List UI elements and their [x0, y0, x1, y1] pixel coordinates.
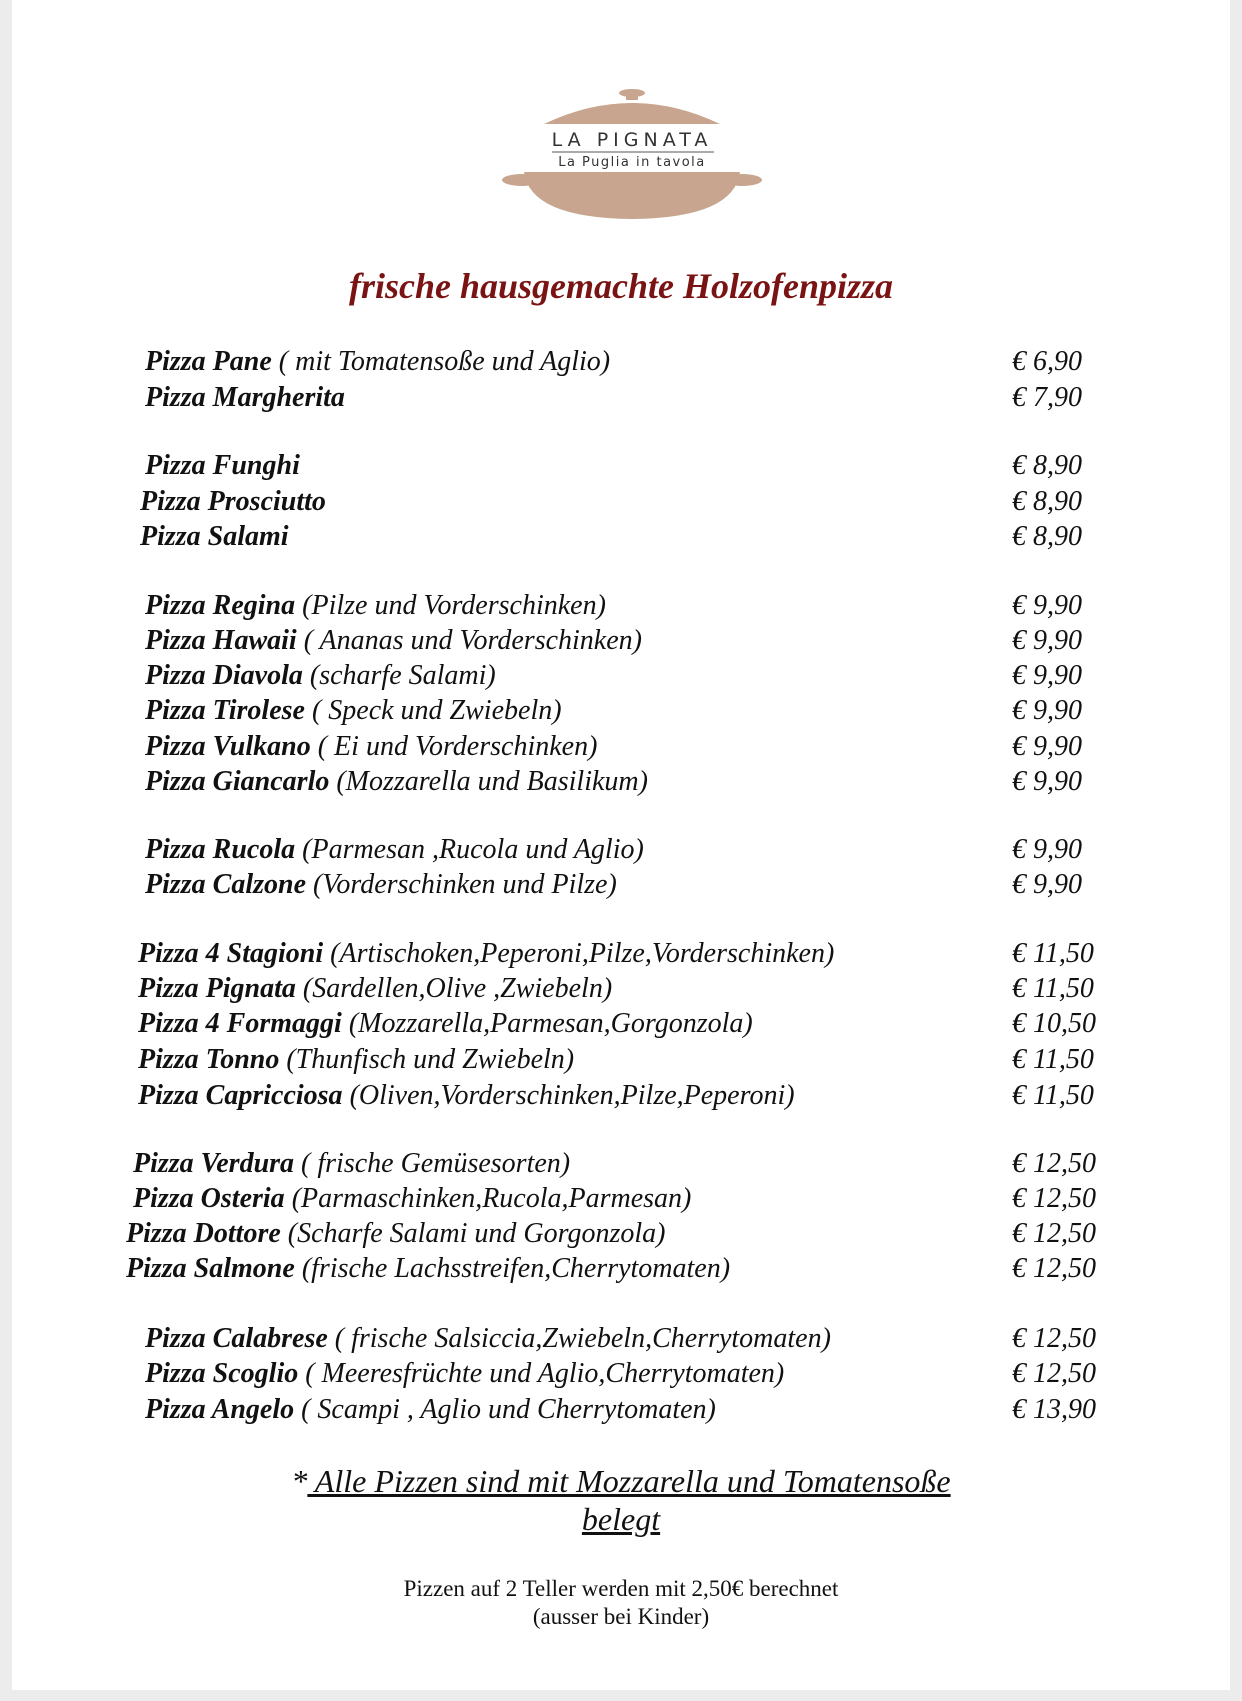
item-description: ( mit Tomatensoße und Aglio)	[278, 346, 611, 377]
item-name: Pizza Rucola	[145, 834, 296, 865]
item-price: € 11,50	[1012, 973, 1094, 1004]
item-price: € 8,90	[1012, 521, 1082, 552]
item-name: Pizza Vulkano	[145, 731, 311, 762]
menu-item-row	[12, 450, 1230, 486]
item-description: (Parmesan ,Rucola und Aglio)	[302, 834, 644, 865]
item-name: Pizza Hawaii	[145, 625, 297, 656]
item-name: Pizza Salami	[140, 521, 289, 552]
item-price: € 9,90	[1012, 766, 1082, 797]
menu-item	[145, 766, 648, 798]
menu-heading: frische hausgemachte Holzofenpizza	[348, 266, 894, 306]
item-name: Pizza Calabrese	[145, 1323, 328, 1354]
menu-item	[140, 486, 326, 518]
menu-item	[145, 625, 642, 657]
item-description: (scharfe Salami)	[309, 660, 496, 691]
item-name: Pizza Osteria	[133, 1183, 285, 1214]
menu-item	[140, 521, 289, 553]
footer-line-2: (ausser bei Kinder)	[532, 1604, 710, 1629]
menu-item	[145, 660, 496, 692]
menu-note	[12, 1462, 1230, 1538]
menu-page	[12, 0, 1230, 1690]
item-name: Pizza Giancarlo	[145, 766, 330, 797]
menu-item	[145, 834, 644, 866]
item-name: Pizza Regina	[145, 590, 296, 621]
menu-item	[145, 869, 617, 901]
menu-footer	[12, 1575, 1230, 1631]
item-name: Pizza Calzone	[145, 869, 307, 900]
note-line-1: Alle Pizzen sind mit Mozzarella und Tomatensoße	[307, 1463, 951, 1499]
menu-item-row	[12, 1358, 1230, 1394]
note-star: *	[291, 1463, 308, 1499]
item-price: € 9,90	[1012, 869, 1082, 900]
item-name: Pizza Scoglio	[145, 1358, 299, 1389]
item-price: € 9,90	[1012, 660, 1082, 691]
menu-item-row	[12, 1218, 1230, 1254]
item-price: € 6,90	[1012, 346, 1082, 377]
item-price: € 9,90	[1012, 695, 1082, 726]
item-description: ( frische Gemüsesorten)	[301, 1148, 571, 1179]
menu-item-row	[12, 731, 1230, 767]
menu-item	[138, 938, 834, 970]
menu-item-row	[12, 1044, 1230, 1080]
note-line-2: belegt	[581, 1501, 661, 1537]
menu-item-row	[12, 869, 1230, 905]
menu-item	[145, 346, 610, 378]
menu-item	[145, 731, 597, 763]
menu-item	[126, 1218, 666, 1250]
item-price: € 9,90	[1012, 625, 1082, 656]
item-description: (frische Lachsstreifen,Cherrytomaten)	[301, 1253, 731, 1284]
item-price: € 11,50	[1012, 1044, 1094, 1075]
item-description: (Vorderschinken und Pilze)	[313, 869, 617, 900]
menu-item	[145, 1323, 831, 1355]
item-description: (Scharfe Salami und Gorgonzola)	[287, 1218, 666, 1249]
item-name: Pizza Pignata	[138, 973, 296, 1004]
menu-item-row	[12, 625, 1230, 661]
item-name: Pizza Capricciosa	[138, 1080, 343, 1111]
item-price: € 11,50	[1012, 938, 1094, 969]
menu-item-row	[12, 1183, 1230, 1219]
item-name: Pizza Tonno	[138, 1044, 280, 1075]
item-name: Pizza Tirolese	[145, 695, 305, 726]
menu-item-row	[12, 973, 1230, 1009]
item-description: (Thunfisch und Zwiebeln)	[286, 1044, 575, 1075]
menu-item-row	[12, 1394, 1230, 1430]
item-description: (Parmaschinken,Rucola,Parmesan)	[291, 1183, 692, 1214]
item-name: Pizza Verdura	[133, 1148, 295, 1179]
item-price: € 13,90	[1012, 1394, 1096, 1425]
menu-item	[145, 695, 562, 727]
item-price: € 8,90	[1012, 486, 1082, 517]
item-description: ( frische Salsiccia,Zwiebeln,Cherrytomaten)	[334, 1323, 831, 1354]
menu-item-row	[12, 382, 1230, 418]
menu-item-row	[12, 1253, 1230, 1289]
menu-item-row	[12, 1080, 1230, 1116]
logo-tagline: La Puglia in tavola	[558, 155, 706, 170]
menu-item	[145, 382, 345, 414]
item-description: ( Scampi , Aglio und Cherrytomaten)	[301, 1394, 716, 1425]
item-description: (Sardellen,Olive ,Zwiebeln)	[302, 973, 613, 1004]
menu-item-row	[12, 486, 1230, 522]
item-description: ( Ananas und Vorderschinken)	[303, 625, 642, 656]
item-price: € 9,90	[1012, 834, 1082, 865]
item-price: € 7,90	[1012, 382, 1082, 413]
menu-item	[145, 1358, 784, 1390]
item-name: Pizza Salmone	[126, 1253, 295, 1284]
item-name: Pizza Funghi	[145, 450, 300, 481]
pizza-menu-list	[12, 0, 1230, 1500]
item-price: € 12,50	[1012, 1148, 1096, 1179]
menu-item-row	[12, 1148, 1230, 1184]
footer-line-1: Pizzen auf 2 Teller werden mit 2,50€ berechnet	[403, 1576, 839, 1601]
item-name: Pizza Diavola	[145, 660, 303, 691]
item-description: ( Ei und Vorderschinken)	[317, 731, 598, 762]
menu-item-row	[12, 1323, 1230, 1359]
item-description: (Artischoken,Peperoni,Pilze,Vorderschinken)	[330, 938, 835, 969]
menu-item	[145, 450, 300, 482]
item-name: Pizza Pane	[145, 346, 272, 377]
logo-brand: LA PIGNATA	[551, 129, 713, 151]
menu-item-row	[12, 346, 1230, 382]
item-description: ( Speck und Zwiebeln)	[311, 695, 562, 726]
menu-item-row	[12, 521, 1230, 557]
menu-item	[138, 1080, 795, 1112]
item-name: Pizza Dottore	[126, 1218, 281, 1249]
menu-item	[126, 1253, 730, 1285]
item-price: € 12,50	[1012, 1218, 1096, 1249]
item-name: Pizza Angelo	[145, 1394, 295, 1425]
item-price: € 9,90	[1012, 731, 1082, 762]
item-price: € 12,50	[1012, 1253, 1096, 1284]
menu-item-row	[12, 590, 1230, 626]
item-description: (Pilze und Vorderschinken)	[302, 590, 606, 621]
menu-item	[133, 1148, 570, 1180]
item-description: ( Meeresfrüchte und Aglio,Cherrytomaten)	[305, 1358, 785, 1389]
item-price: € 12,50	[1012, 1183, 1096, 1214]
menu-item-row	[12, 938, 1230, 974]
menu-item	[138, 1008, 753, 1040]
item-price: € 9,90	[1012, 590, 1082, 621]
item-price: € 11,50	[1012, 1080, 1094, 1111]
item-price: € 10,50	[1012, 1008, 1096, 1039]
menu-item-row	[12, 695, 1230, 731]
item-name: Pizza Prosciutto	[140, 486, 326, 517]
menu-item	[138, 1044, 574, 1076]
item-description: (Mozzarella,Parmesan,Gorgonzola)	[348, 1008, 753, 1039]
menu-item	[145, 590, 606, 622]
item-description: (Oliven,Vorderschinken,Pilze,Peperoni)	[349, 1080, 795, 1111]
menu-item-row	[12, 660, 1230, 696]
menu-item	[138, 973, 612, 1005]
item-name: Pizza 4 Formaggi	[138, 1008, 342, 1039]
menu-item-row	[12, 1008, 1230, 1044]
menu-item	[145, 1394, 716, 1426]
item-name: Pizza 4 Stagioni	[138, 938, 324, 969]
item-price: € 8,90	[1012, 450, 1082, 481]
item-name: Pizza Margherita	[145, 382, 345, 413]
item-description: (Mozzarella und Basilikum)	[336, 766, 648, 797]
menu-item-row	[12, 834, 1230, 870]
item-price: € 12,50	[1012, 1358, 1096, 1389]
item-price: € 12,50	[1012, 1323, 1096, 1354]
menu-item-row	[12, 766, 1230, 802]
menu-item	[133, 1183, 691, 1215]
